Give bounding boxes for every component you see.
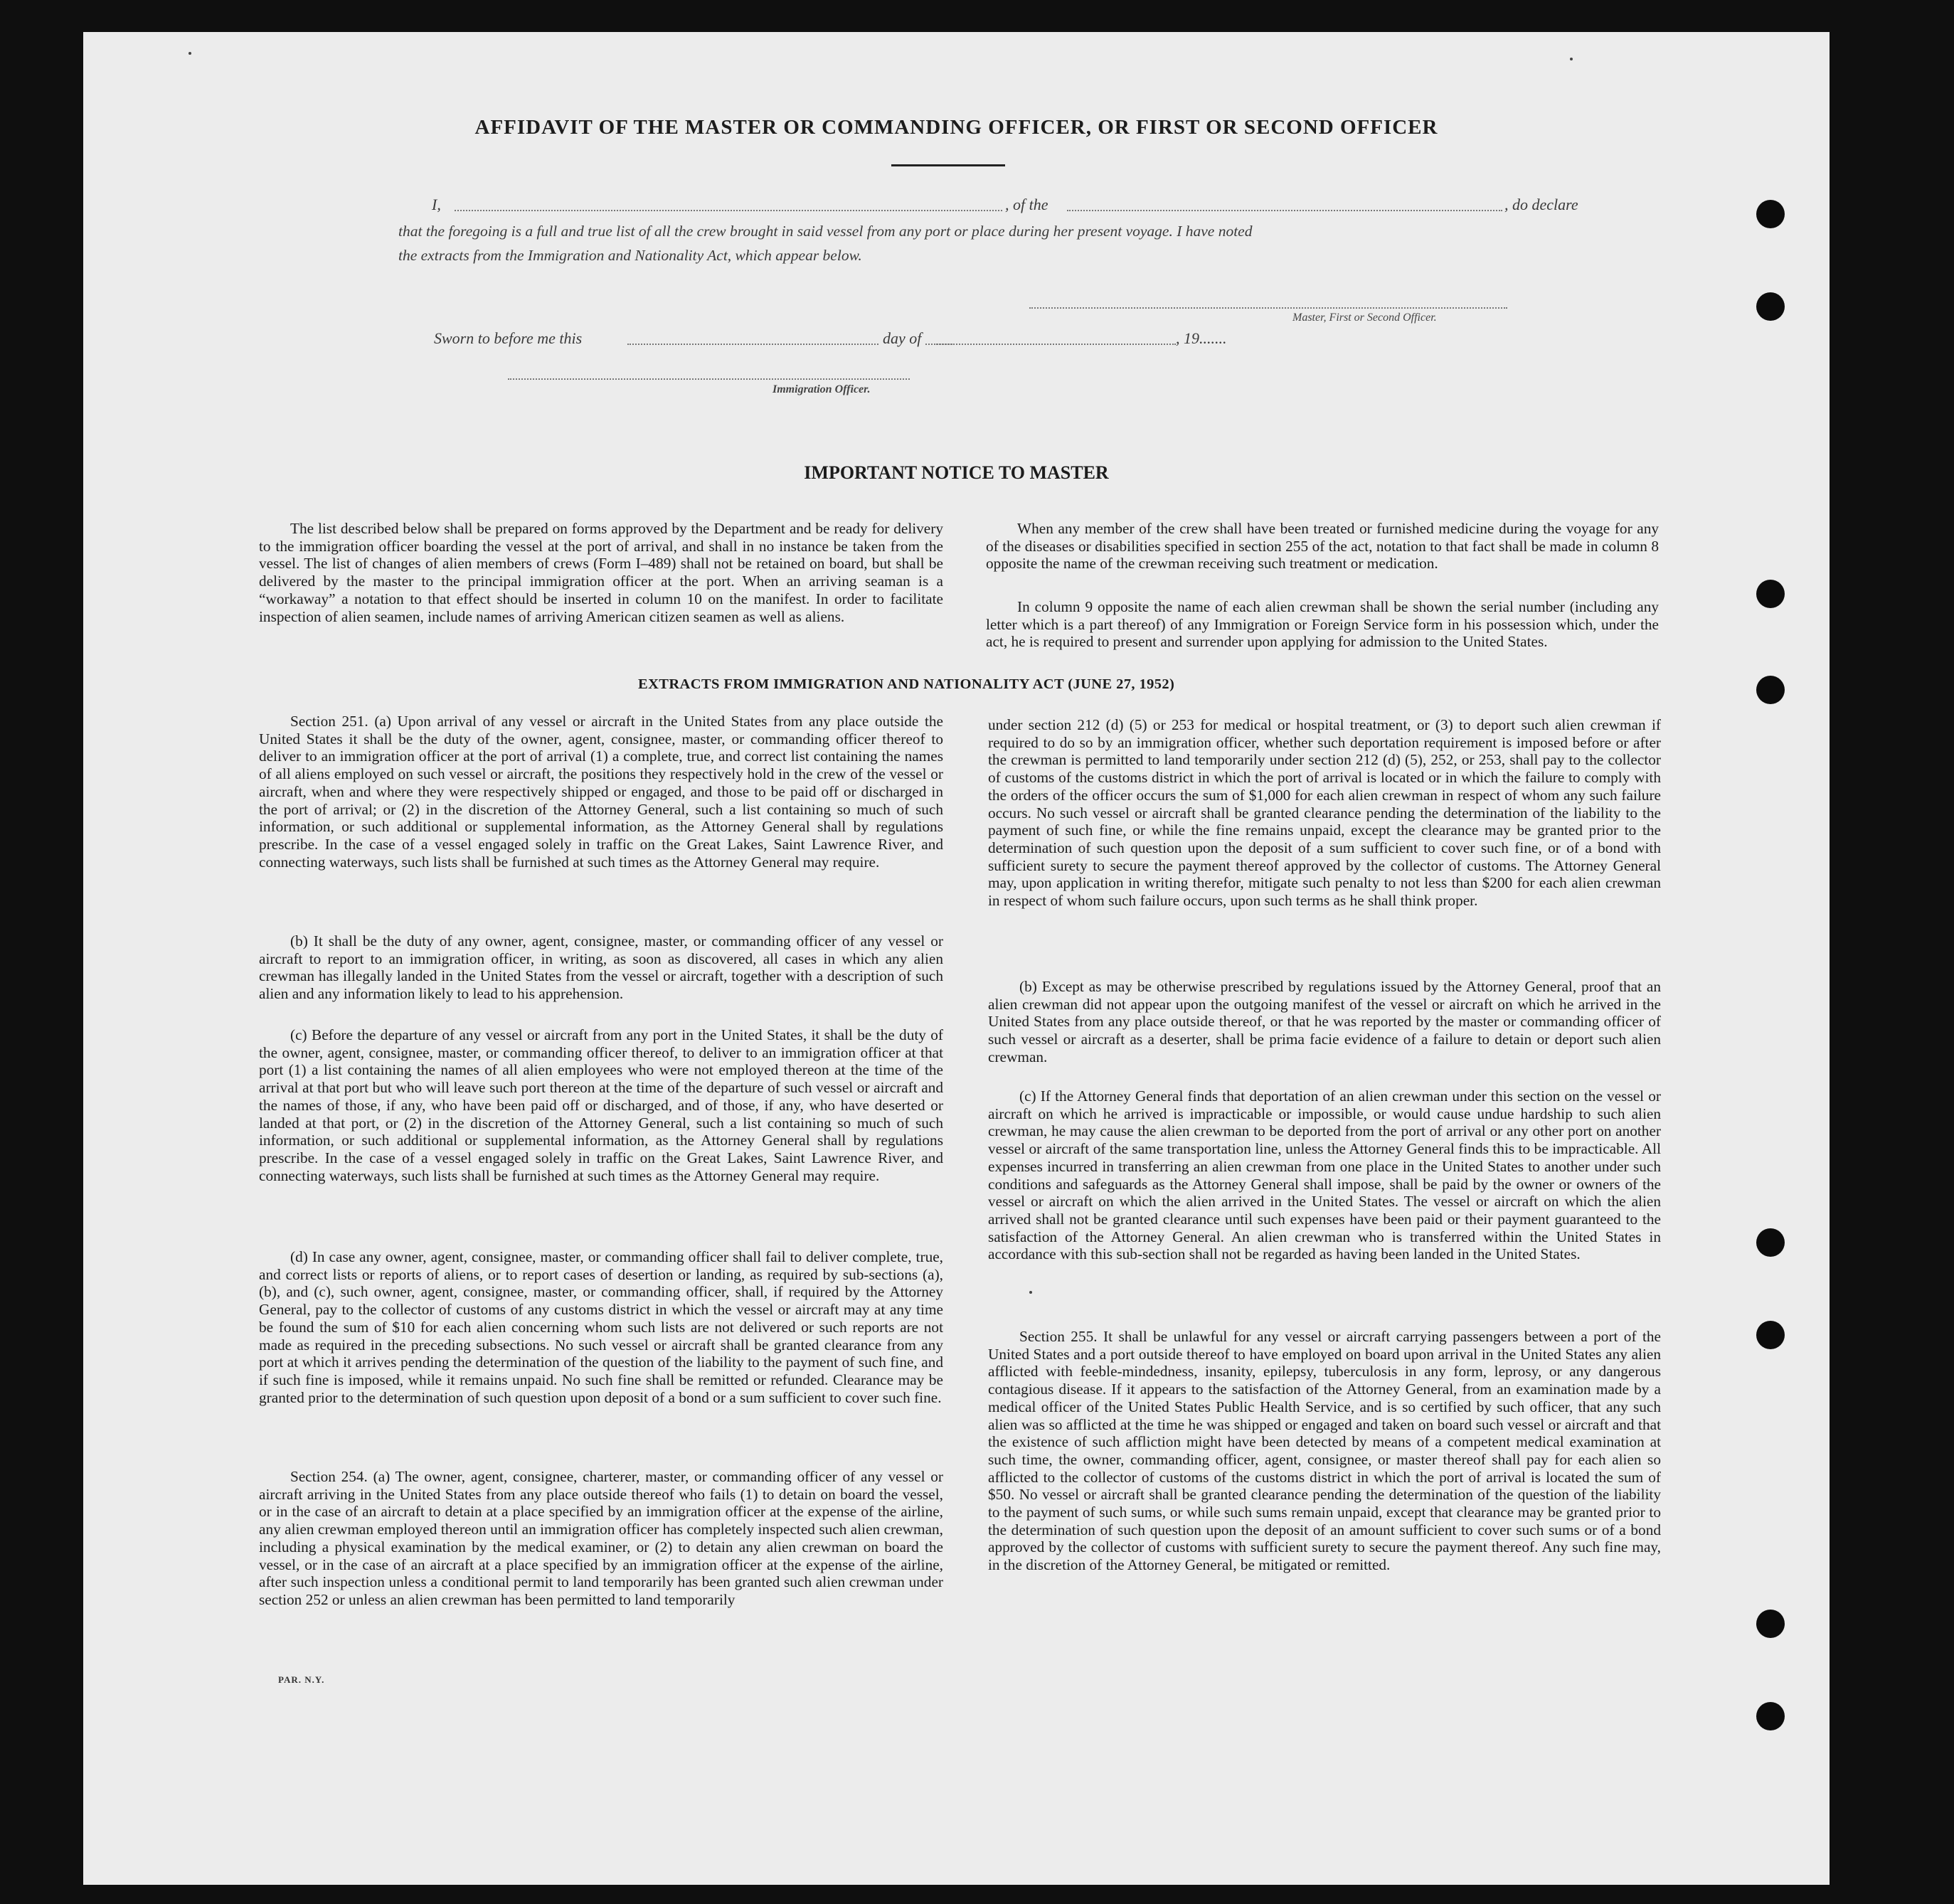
title-underline bbox=[891, 164, 1005, 166]
declarant-label: I, bbox=[432, 196, 441, 213]
notice-right-paragraph-2: In column 9 opposite the name of each alien crewman shall be shown the serial number (including any letter which is a part thereof) of any Immigration or Foreign Service form in his possession which, under the act, he is required to present and surrender upon applying for admission to the United States. bbox=[986, 598, 1659, 651]
binder-hole bbox=[1756, 1702, 1785, 1730]
extract-section-251b: (b) It shall be the duty of any owner, agent, consignee, master, or commanding officer of any vessel or aircraft to report to an immigration officer, in writing, as soon as discovered, all cases in which any alien crewman has illegally landed in the United States from the vessel or aircraft, together with a description of such alien and any information likely to lead to his apprehension. bbox=[259, 932, 943, 1003]
immigration-officer-caption: Immigration Officer. bbox=[772, 383, 871, 395]
declarant-name-field[interactable] bbox=[455, 210, 1002, 211]
binder-hole bbox=[1756, 676, 1785, 704]
extract-section-254a: Section 254. (a) The owner, agent, consignee, charterer, master, or commanding officer of any vessel or aircraft arriving in the United States from any place outside thereof who fails (1) to detain on board the vessel, or in the case of an aircraft to detain at a place specified by an immigration officer at the expense of the airline, any alien crewman employed thereon until an immigration officer has completely inspected such alien crewman, including a physical examination by the medical examiner, or (2) to detain any alien crewman on board the vessel, or in the case of an aircraft at a place specified by an immigration officer at the expense of the airline, after such inspection unless a conditional permit to land temporarily has been granted such alien crewman under section 252 or unless an alien crewman has been permitted to land temporarily bbox=[259, 1468, 943, 1608]
binder-hole bbox=[1756, 292, 1785, 321]
document-page bbox=[83, 32, 1830, 1885]
day-of-label: day of bbox=[878, 329, 925, 348]
paper-speck bbox=[1570, 58, 1573, 60]
binder-hole bbox=[1756, 1610, 1785, 1638]
extracts-title: EXTRACTS FROM IMMIGRATION AND NATIONALITY ACT (JUNE 27, 1952) bbox=[638, 676, 1175, 692]
binder-hole bbox=[1756, 580, 1785, 608]
do-declare-label: , do declare bbox=[1504, 196, 1578, 213]
paper-speck bbox=[189, 52, 191, 55]
printer-mark: PAR. N.Y. bbox=[278, 1674, 325, 1685]
year-label: , 19....... bbox=[1176, 329, 1227, 347]
binder-hole bbox=[1756, 1321, 1785, 1349]
binder-hole bbox=[1756, 1228, 1785, 1257]
affidavit-title: AFFIDAVIT OF THE MASTER OR COMMANDING OFFICER, OR FIRST OR SECOND OFFICER bbox=[474, 116, 1438, 139]
extract-section-251a: Section 251. (a) Upon arrival of any vessel or aircraft in the United States from any place outside the United States it shall be the duty of the owner, agent, consignee, master, or commanding officer thereof to deliver to an immigration officer at the port of arrival (1) a complete, true, and correct list containing the names of all aliens employed on such vessel or aircraft, the positions they respectively hold in the crew of the vessel or aircraft, when and where they were respectively shipped or engaged, and those to be paid off or discharged in the port of arrival; or (2) in the discretion of the Attorney General, such a list containing so much of such information, or such additional or supplemental information, as the Attorney General shall by regulations prescribe. In the case of a vessel engaged solely in traffic on the Great Lakes, Saint Lawrence River, and connecting waterways, such lists shall be furnished at such times as the Attorney General may require. bbox=[259, 713, 943, 871]
declaration-line-1: that the foregoing is a full and true list of all the crew brought in said vessel from any port or place during her present voyage. I have noted bbox=[398, 223, 1253, 240]
paper-speck bbox=[1029, 1291, 1032, 1294]
extract-section-254a-continued: under section 212 (d) (5) or 253 for medical or hospital treatment, or (3) to deport such alien crewman if required to do so by an immigration officer, whether such deportation requirement is imposed before or after the crewman is permitted to land temporarily under section 212 (d) (5), 252, or 253, shall pay to the collector of customs of the customs district in which the port of arrival is located or in which the failure to comply with the orders of the officer occurs the sum of $1,000 for each alien crewman in respect of whom any such failure occurs. No such vessel or aircraft shall be granted clearance pending the determination of the liability to the payment of such fine, or while the fine remains unpaid, except the clearance may be granted prior to the determination of such question upon the deposit of a sum sufficient to cover such fine, or of a bond with sufficient surety to secure the payment thereof approved by the collector of customs. The Attorney General may, upon application in writing therefor, mitigate such penalty to not less than $200 for each alien crewman in respect of whom such failure occurs, upon such terms as he shall think proper. bbox=[988, 716, 1661, 910]
notice-title: IMPORTANT NOTICE TO MASTER bbox=[804, 462, 1109, 483]
sworn-label: Sworn to before me this bbox=[434, 329, 583, 347]
sworn-month-field[interactable] bbox=[934, 344, 1176, 345]
binder-hole bbox=[1756, 200, 1785, 228]
extract-section-255: Section 255. It shall be unlawful for any vessel or aircraft carrying passengers between a port of the United States and a port outside thereof to have employed on board upon arrival in the United States any alien afflicted with feeble-mindedness, insanity, epilepsy, tuberculosis in any form, leprosy, or any dangerous contagious disease. If it appears to the satisfaction of the Attorney General, from an examination made by a medical officer of the United States Public Health Service, and is so certified by such officer, that any such alien was so afflicted at the time he was shipped or engaged and taken on board such vessel or aircraft and that the existence of such affliction might have been detected by means of a competent medical examination at such time, the owner, commanding officer, agent, consignee, or master thereof shall pay for each alien so afflicted to the collector of customs of the customs district in which the port of arrival is located the sum of $50. No vessel or aircraft shall be granted clearance pending the determination of the question of the liability to the payment of such sums, or while such sums remain unpaid, except that clearance may be granted prior to the determination of such question upon the deposit of an amount sufficient to cover such sums or of a bond approved by the collector of customs with sufficient surety to secure the payment thereof. Any such fine may, in the discretion of the Attorney General, be mitigated or remitted. bbox=[988, 1328, 1661, 1574]
extract-section-251d: (d) In case any owner, agent, consignee, master, or commanding officer shall fail to deliver complete, true, and correct lists or reports of aliens, or to report cases of desertion or landing, as required by sub-sections (a), (b), and (c), such owner, agent, consignee, master, or commanding officer, shall, if required by the Attorney General, pay to the collector of customs of any customs district in which the vessel or aircraft may at any time be found the sum of $10 for each alien concerning whom such lists are not delivered or such reports are not made as required in the preceding subsections. No such vessel or aircraft shall be granted clearance from any port at which it arrives pending the determination of the question of the liability to the payment of such fine, and if such fine is imposed, while it remains unpaid. No such fine shall be remitted or refunded. Clearance may be granted prior to the determination of such question upon deposit of a bond or a sum sufficient to cover such fine. bbox=[259, 1248, 943, 1406]
extract-section-254b: (b) Except as may be otherwise prescribed by regulations issued by the Attorney General, proof that an alien crewman did not appear upon the outgoing manifest of the vessel or aircraft on which he arrived in the United States from any place outside thereof, or that he was reported by the master or commanding officer of such vessel or aircraft as a deserter, shall be prima facie evidence of a failure to detain or deport such alien crewman. bbox=[988, 978, 1661, 1065]
extract-section-254c: (c) If the Attorney General finds that deportation of an alien crewman under this section on the vessel or aircraft on which he arrived is impracticable or impossible, or would cause undue hardship to such alien crewman, he may cause the alien crewman to be deported from the port of arrival or any other port on another vessel or aircraft of the same transportation line, unless the Attorney General finds this to be impracticable. All expenses incurred in transferring an alien crewman from one place in the United States to another under such conditions and safeguards as the Attorney General shall impose, shall be paid by the owner or owners of the vessel or aircraft on which the alien arrived in the United States. The vessel or aircraft on which the alien arrived shall not be granted clearance until such expenses have been paid or their payment guaranteed to the satisfaction of the Attorney General. An alien crewman who is transferred within the United States in accordance with this sub-section shall not be regarded as having been landed in the United States. bbox=[988, 1087, 1661, 1263]
vessel-name-field[interactable] bbox=[1067, 210, 1502, 211]
master-signature-caption: Master, First or Second Officer. bbox=[1292, 312, 1437, 324]
master-signature-line[interactable] bbox=[1029, 307, 1507, 309]
notice-right-paragraph-1: When any member of the crew shall have been treated or furnished medicine during the voyage for any of the diseases or disabilities specified in section 255 of the act, notation to that fact shall be made in column 8 opposite the name of the crewman receiving such treatment or medication. bbox=[986, 520, 1659, 573]
extract-section-251c: (c) Before the departure of any vessel or aircraft from any port in the United States, it shall be the duty of the owner, agent, consignee, master, or commanding officer thereof, to deliver to an immigration officer at that port (1) a list containing the names of all alien employees who were not employed thereon at the time of the arrival at that port but who will leave such port thereon at the time of the departure of such vessel or aircraft and the names of those, if any, who have been paid off or discharged, and of those, if any, who have deserted or landed at that port, or (2) in the discretion of the Attorney General, such a list containing so much of such information, or such additional or supplemental information, as the Attorney General shall by regulations prescribe. In the case of a vessel engaged solely in traffic on the Great Lakes, Saint Lawrence River, and connecting waterways, such lists shall be furnished at such times as the Attorney General may require. bbox=[259, 1026, 943, 1184]
of-the-label: , of the bbox=[1005, 196, 1048, 213]
immigration-officer-signature-line[interactable] bbox=[508, 378, 910, 380]
notice-left-paragraph: The list described below shall be prepared on forms approved by the Department and be ready for delivery to the immigration officer boarding the vessel at the port of arrival, and shall in no instance be taken from the vessel. The list of changes of alien members of crews (Form I–489) shall not be retained on board, but shall be delivered by the master to the principal immigration officer at the port. When an arriving seaman is a “workaway” a notation to that effect should be inserted in column 10 on the manifest. In order to facilitate inspection of alien seamen, include names of arriving American citizen seamen as well as aliens. bbox=[259, 520, 943, 625]
declaration-line-2: the extracts from the Immigration and Nationality Act, which appear below. bbox=[398, 247, 862, 264]
